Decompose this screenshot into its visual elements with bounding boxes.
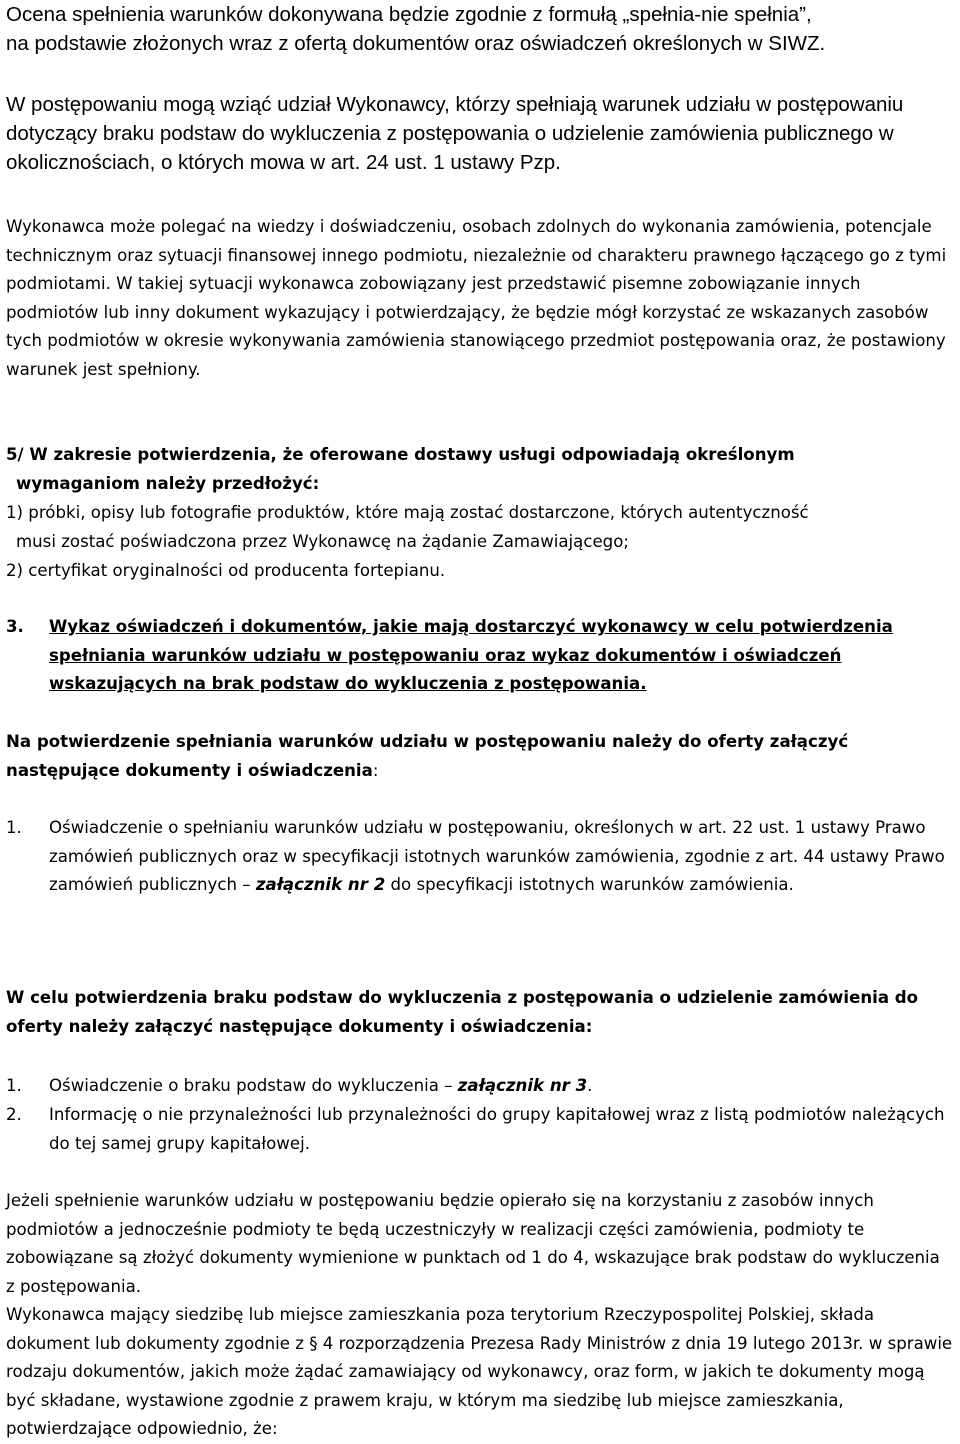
participation-paragraph: W postępowaniu mogą wziąć udział Wykonawcy, którzy spełniają warunek udziału w postępowaniu dotyczący braku podstaw do wykluczenia z postępowania o udzielenie zamówienia publicznego w okolicznościach, o których mowa w art. 24 ust. 1 ustawy Pzp. (6, 93, 904, 174)
section3-heading (6, 613, 960, 699)
closing-paragraph-2: Wykonawca mający siedzibę lub miejsce zamieszkania poza terytorium Rzeczypospolitej Polskiej, składa dokument lub dokumenty zgodnie z § 4 rozporządzenia Prezesa Rady Ministrów z dnia 19 lutego 2013r. w sprawie rodzaju dokumentów, jakich może żądać zamawiający od wykonawcy, oraz form, w jakich te dokumenty mogą być składane, wystawione zgodnie z prawem kraju, w którym ma siedzibę lub miejsce zamieszkania, potwierdzające odpowiednio, że: (6, 1305, 953, 1438)
exclusion-item-2-number: 2. (6, 1105, 22, 1124)
section5-heading-line1: 5/ W zakresie potwierdzenia, że oferowane dostawy usługi odpowiadają określonym (6, 445, 795, 464)
exclusion-item-1-tail: . (587, 1076, 593, 1095)
exclusion-item-2 (6, 1101, 960, 1158)
section5-item1-line2: musi zostać poświadczona przez Wykonawcę na żądanie Zamawiającego; (16, 532, 629, 551)
exclusion-item-1 (6, 1072, 960, 1101)
exclusion-item-1-number: 1. (6, 1076, 22, 1095)
conditions-item-1-body (49, 814, 954, 900)
section5-item2: 2) certyfikat oryginalności od producenta fortepianu. (6, 561, 446, 580)
section3-heading-text: Wykaz oświadczeń i dokumentów, jakie mają dostarczyć wykonawcy w celu potwierdzenia spełniania warunków udziału w postępowaniu oraz wykaz dokumentów i oświadczeń wskazujących na brak podstaw do wykluczenia z postępowania. (49, 617, 893, 693)
conditions-heading-colon: : (372, 760, 379, 780)
intro-line-2: na podstawie złożonych wraz z ofertą dokumentów oraz oświadczeń określonych w SIWZ. (6, 32, 826, 55)
conditions-heading-text: Na potwierdzenie spełniania warunków udziału w postępowaniu należy do oferty załączyć następujące dokumenty i oświadczenia (6, 732, 849, 780)
exclusion-item-1-text: Oświadczenie o braku podstaw do wykluczenia – (49, 1076, 458, 1095)
section5-heading-line2: wymaganiom należy przedłożyć: (16, 474, 320, 493)
conditions-item-1-tail: do specyfikacji istotnych warunków zamówienia. (385, 875, 794, 894)
closing-paragraph-1: Jeżeli spełnienie warunków udziału w postępowaniu będzie opierało się na korzystaniu z zasobów innych podmiotów a jednocześnie podmioty te będą uczestniczyły w realizacji części zamówienia, podmioty te zobowiązane są złożyć dokumenty wymienione w punktach od 1 do 4, wskazujące brak podstaw do wykluczenia z postępowania. (6, 1191, 940, 1296)
conditions-heading (6, 728, 906, 785)
attachment-2-reference: załącznik nr 2 (255, 875, 386, 894)
exclusion-item-2-text: Informację o nie przynależności lub przynależności do grupy kapitałowej wraz z listą podmiotów należących do tej samej grupy kapitałowej. (49, 1105, 945, 1153)
exclusion-item-1-body (49, 1072, 960, 1101)
attachment-3-reference: załącznik nr 3 (457, 1076, 588, 1095)
exclusion-heading: W celu potwierdzenia braku podstaw do wykluczenia z postępowania o udzielenie zamówienia do oferty należy załączyć następujące dokumenty i oświadczenia: (6, 988, 919, 1036)
section5-item1-line1: 1) próbki, opisy lub fotografie produktów, które mają zostać dostarczone, których autentyczność (6, 503, 809, 522)
intro-line-1: Ocena spełnienia warunków dokonywana będzie zgodnie z formułą „spełnia-nie spełnia”, (6, 3, 812, 26)
resources-paragraph: Wykonawca może polegać na wiedzy i doświadczeniu, osobach zdolnych do wykonania zamówienia, potencjale technicznym oraz sytuacji finansowej innego podmiotu, niezależnie od charakteru prawnego łączącego go z tymi podmiotami. W takiej sytuacji wykonawca zobowiązany jest przedstawić pisemne zobowiązanie innych podmiotów lub inny dokument wykazujący i potwierdzający, że będzie mógł korzystać ze wskazanych zasobów tych podmiotów w okresie wykonywania zamówienia stanowiącego przedmiot postępowania oraz, że postawiony warunek jest spełniony. (6, 217, 947, 379)
conditions-item-1 (6, 814, 960, 900)
conditions-item-1-number: 1. (6, 818, 22, 837)
section3-number: 3. (6, 617, 24, 636)
conditions-item-1-text: Oświadczenie o spełnianiu warunków udziału w postępowaniu, określonych w art. 22 ust. 1 ustawy Prawo zamówień publicznych oraz w specyfikacji istotnych warunków zamówienia, zgodnie z art. 44 ustawy Prawo zamówień publicznych – (49, 818, 945, 894)
